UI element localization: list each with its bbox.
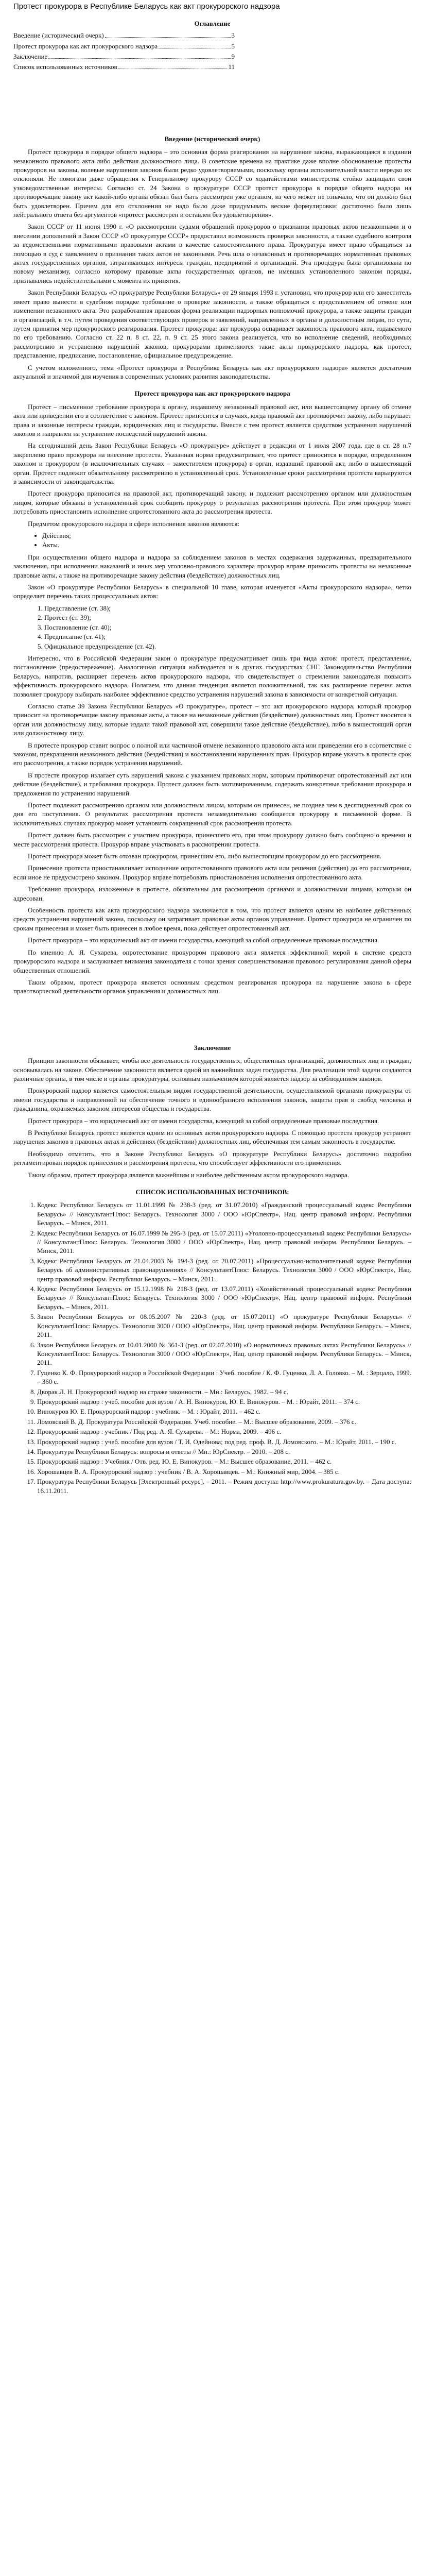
toc-item-label: Введение (исторический очерк) — [13, 31, 104, 40]
intro-section — [13, 147, 411, 381]
toc-item-label: Заключение — [13, 52, 48, 60]
reference-item: 6. Закон Республики Беларусь от 10.01.2000 № 361-З (ред. от 02.07.2010) «О нормативных правовых актах Республики Беларусь» // КонсультантПлюс: Беларусь. Технология 3000 / ООО «ЮрСпектр», Нац. центр правовой информ. Республики Беларусь. – Минск, 2011. — [37, 1341, 411, 1367]
bullet-item: • Действия; — [42, 531, 411, 540]
references-heading: СПИСОК ИСПОЛЬЗОВАННЫХ ИСТОЧНИКОВ: — [135, 1188, 289, 1196]
body-paragraph: Предметом прокурорского надзора в сфере исполнения законов являются: — [28, 519, 240, 528]
body-paragraph: Принесение протеста приостанавливает исполнение опротестованного правового акта или решения (действия) до его рассмотрения, если иное не предусмотрено законом. Прокурор вправе потребовать приостановления исполнения опротестованного акта. — [13, 864, 411, 881]
body-paragraph: Интересно, что в Российской Федерации закон о прокуратуре предусматривает лишь три вида актов: протест, представление, постановление (предостережение). Аналогичная ситуация наблюдается и в других государствах СНГ. Законодательство Республики Беларусь, напротив, расширяет перечень актов прокурорского надзора, что свидетельствует о стремлении законодателя повысить эффективность прокурорского надзора. Полагаем, что данная тенденция является положительной, так как расширение перечня актов позволяет прокурору выбирать наиболее эффективное средство устранения нарушений закона в зависимости от конкретной ситуации. — [13, 654, 411, 698]
conclusion-section — [13, 1056, 411, 1179]
toc-item[interactable] — [13, 62, 235, 71]
reference-item: 16. Хорошавцев В. А. Прокурорский надзор : учебник / В. А. Хорошавцев. – М.: Книжный мир, 2004. – 385 с. — [37, 1467, 411, 1476]
reference-item: 11. Ломовский В. Д. Прокуратура Российской Федерации. Учеб. пособие. – М.: Высшее образование, 2009. – 376 с. — [37, 1417, 411, 1426]
acts-list-item: 5. Официальное предупреждение (ст. 42). — [44, 642, 411, 651]
acts-list-item: 1. Представление (ст. 38); — [44, 604, 411, 613]
body-paragraph: Протест прокурора – это юридический акт от имени государства, влекущий за собой определенные правовые последствия. — [28, 936, 379, 944]
conclusion-heading: Заключение — [194, 1043, 231, 1052]
acts-list-item: 2. Протест (ст. 39); — [44, 613, 411, 622]
conclusion-paragraph: Таким образом, протест прокурора является важнейшим и наиболее действенным актом прокурорского надзора. — [28, 1171, 350, 1179]
acts-list — [13, 604, 411, 651]
reference-item: 14. Прокуратура Республики Беларусь: вопросы и ответы // Мн.: ЮрСпектр. – 2010. – 208 с. — [37, 1447, 411, 1456]
page-break-gap — [13, 999, 411, 1035]
body-paragraph: Протест прокурора может быть отозван прокурором, принесшим его, либо вышестоящим прокурором до его рассмотрения. — [28, 852, 381, 860]
intro-paragraph: Протест прокурора в порядке общего надзора – это основная форма реагирования на нарушение закона, выражающаяся в издании незаконного правового акта либо действия должностного лица. В советские времена на практике даже вполне обоснованные протесты прокуроров на законы, волевые нарушения законов были редко удовлетворяемыми, поскольку органы исполнительной власти нередко их отклоняли. Не помогали даже обращения к Генеральному прокурору СССР со ходатайствами министерства стойко защищали свои узковедомственные интересы. Согласно ст. 24 Закона о прокуратуре СССР протест прокурора в порядке общего надзора на противоречащие закону акт какой-либо органа обязан был быть рассмотрен уже органом, из чего может не означало, что он должно был быть удовлетворен. Причем для его отклонения не надо было даже придумывать веские формулировки: достаточно было лишь нейтрального ответа без аргументов «протест рассмотрен и оставлен без удовлетворения». — [13, 148, 411, 219]
reference-item: 9. Прокурорский надзор : учеб. пособие для вузов / А. Н. Винокуров, Ю. Е. Винокуров. – М. : Юрайт, 2011. – 374 с. — [37, 1397, 411, 1406]
toc-item-label: Список использованных источников — [13, 63, 117, 71]
toc-leader-dots — [105, 37, 231, 38]
toc-item[interactable] — [13, 31, 235, 40]
reference-item: 5. Закон Республики Беларусь от 08.05.2007 № 220-З (ред. от 15.07.2011) «О прокуратуре Республики Беларусь» // КонсультантПлюс: Беларусь. Технология 3000 / ООО «ЮрСпектр», Нац. центр правовой информ. Республики Беларусь. – Минск, 2011. — [37, 1312, 411, 1339]
bullet-list — [13, 531, 411, 550]
references-list — [13, 1200, 411, 1495]
conclusion-paragraph: Протест прокурора – это юридический акт от имени государства, влекущий за собой определенные правовые последствия. — [28, 1116, 379, 1125]
toc-item-label: Протест прокурора как акт прокурорского надзора — [13, 42, 158, 50]
conclusion-paragraph: Необходимо отметить, что в Законе Республики Беларусь «О прокуратуре Республики Беларусь» достаточно подробно регламентирован порядок принесения и рассмотрения протеста, что способствует эффективности его применения. — [13, 1149, 411, 1167]
reference-item: 2. Кодекс Республики Беларусь от 16.07.1999 № 295-З (ред. от 15.07.2011) «Уголовно-процессуальный кодекс Республики Беларусь» // КонсультантПлюс: Беларусь. Технология 3000 / ООО «ЮрСпектр», Нац. центр правовой информ. Республики Беларусь. – Минск, 2011. — [37, 1229, 411, 1256]
toc-item-page: 3 — [231, 31, 235, 40]
conclusion-paragraph: Принцип законности обязывает, чтобы все деятельность государственных, общественных организаций, должностных лиц и граждан, основывалась на законе. Обеспечение законности является одной из важнейших задач государства. Для реализации этой задачи создаются различные органы, в том числе и органы прокуратуры, основным назначением которой является надзор за соблюдением законов. — [13, 1057, 411, 1082]
toc-leader-dots — [48, 58, 230, 59]
body-paragraph: Особенность протеста как акта прокурорского надзора заключается в том, что протест является одним из наиболее действенных средств устранения нарушений закона, поскольку он затрагивает правовые акты органов управления. Протест прокурора не ограничен по срокам принесения и может быть принесен в любое время, пока действует опротестованный акт. — [13, 906, 411, 932]
reference-item: 17. Прокуратура Республики Беларусь [Электронный ресурс]. – 2011. – Режим доступа: http://www.prokuratura.gov.by. – Дата доступа: 16.11.2011. — [37, 1477, 411, 1495]
body-paragraph: В протесте прокурор ставит вопрос о полной или частичной отмене незаконного правового акта или приведении его в соответствие с законом, прекращении незаконного действия (бездействия) и восстановлении нарушенных прав. Прокурор вправе указать в протесте срок его рассмотрения, а также порядок устранения нарушений. — [13, 741, 411, 767]
table-of-contents — [13, 31, 235, 72]
reference-item: 12. Прокурорский надзор : учебник / Под ред. А. Я. Сухарева. – М.: Норма, 2009. – 496 с. — [37, 1427, 411, 1436]
reference-item: 10. Винокуров Ю. Е. Прокурорский надзор : учебник. – М. : Юрайт, 2011. – 462 с. — [37, 1407, 411, 1416]
toc-item-page: 5 — [231, 42, 235, 50]
body-paragraph: Закон «О прокуратуре Республики Беларусь» в специальной 10 главе, которая именуется «Акты прокурорского надзора», четко определяет перечень таких процессуальных актов: — [13, 583, 411, 600]
reference-item: 3. Кодекс Республики Беларусь от 21.04.2003 № 194-З (ред. от 20.07.2011) «Процессуально-исполнительный кодекс Республики Беларусь об административных правонарушениях» // КонсультантПлюс: Беларусь. Технология 3000 / ООО «ЮрСпектр», Нац. центр правовой информ. Республики Беларусь. – Минск, 2011. — [37, 1257, 411, 1283]
body-paragraph: Протест – письменное требование прокурора к органу, издавшему незаконный правовой акт, или вышестоящему органу об отмене акта или приведении его в соответствие с законом. Протест приносится в случаях, когда правовой акт противоречит закону, либо нарушает права и законные интересы граждан, юридических лиц и государства. Вместе с тем протест является средством устранения нарушений законов и направлен на устранение последствий нарушений закона. — [13, 402, 411, 437]
conclusion-paragraph: Прокурорский надзор является самостоятельным видом государственной деятельности, осуществляемой органами прокуратуры от имени государства и направленной на обеспечение точного и единообразного исполнения законов, защиты прав и свобод человека и гражданина, охраняемых законом интересов общества и государства. — [13, 1087, 411, 1113]
intro-paragraph: Закон Республики Беларусь «О прокуратуре Республики Беларусь» от 29 января 1993 г. установил, что прокурор или его заместитель имеет право вынести в судебном порядке требование о проверке законности, а также обращаться с представлением об отмене или изменении незаконного акта. Это разработанная правовая форма реализации надзорных полномочий прокурора, а также защиты граждан и организаций, в т.ч. путем проведения соответствующих проверок и заявлений, направленных в органы и должностным лицам, по сути, путем принятия мер прокурорского реагирования. Протест прокурора: акт прокурора оспаривает законность правового акта, издаваемого по его требованию. Согласно ст. 22 п. 8 ст. 22, п. 9 ст. 25 этого закона реализуется, что во исполнение сведений, необходимых рассмотрению и устранению нарушений законов, прокурорами применяются такие акты прокурорского надзора, как протест, представление, предписание, постановление, официальное предупреждение. — [13, 289, 411, 360]
body-paragraph: При осуществлении общего надзора и надзора за соблюдением законов в местах содержания задержанных, предварительного заключения, при исполнении наказаний и иных мер уголовно-правового характера прокурор вправе приносить протесты на незаконные правовые акты, а также на противоречащие закону действия (бездействие) должностных лиц. — [13, 553, 411, 579]
toc-item[interactable] — [13, 52, 235, 61]
toc-heading: Оглавление — [194, 19, 231, 27]
intro-paragraph: С учетом изложенного, тема «Протест прокурора в Республике Беларусь как акт прокурорского надзора» является достаточно актуальной и значимой для изучения в современных условиях развития законодательства. — [13, 363, 411, 380]
body-paragraph: Протест должен быть рассмотрен с участием прокурора, принесшего его, при этом прокурору должно быть сообщено о времени и месте рассмотрения протеста. Прокурор вправе участвовать в рассмотрении протеста. — [13, 831, 411, 848]
page-break-gap — [13, 81, 411, 126]
conclusion-paragraph: В Республике Беларусь протест является одним из основных актов прокурорского надзора. С помощью протеста прокурор устраняет нарушения законов в правовых актах и действиях (бездействии) должностных лиц, обеспечивая тем самым законность в государстве. — [13, 1128, 411, 1146]
body-paragraph: Протест подлежит рассмотрению органом или должностным лицом, которым он принесен, не позднее чем в десятидневный срок со дня его поступления. О результатах рассмотрения протеста незамедлительно сообщается прокурору в письменной форме. В исключительных случаях прокурор может установить сокращенный срок рассмотрения протеста. — [13, 801, 411, 827]
body-paragraph: На сегодняшний день Закон Республики Беларусь «О прокуратуре» действует в редакции от 1 июля 2007 года, где в ст. 28 п.7 закреплено право прокурора на внесение протеста. Указанная норма предусматривает, что протест приносится в порядке, определенном законом и прокурором (в исключительных случаях – заместителем прокурора) в орган, издавший правовой акт, либо в вышестоящий орган. Протест подлежит обязательному рассмотрению в установленный срок. Установленные сроки рассмотрения протеста варьируются в зависимости от законодательства. — [13, 442, 411, 485]
bullet-item: • Акты. — [42, 540, 411, 549]
acts-list-item: 3. Постановление (ст. 40); — [44, 623, 411, 632]
body-paragraph: По мнению А. Я. Сухарева, опротестование прокурором правового акта является эффективной мерой в системе средств прокурорского надзора и заслуживает внимания законодателя с точки зрения совершенствования правового регулирования данной сферы общественных отношений. — [13, 948, 411, 974]
reference-item: 15. Прокурорский надзор : Учебник / Отв. ред. Ю. Е. Винокуров. – М.: Высшее образование, 2011. – 462 с. — [37, 1457, 411, 1466]
toc-item-page: 11 — [228, 63, 235, 71]
document-title: Протест прокурора в Республике Беларусь как акт прокурорского надзора — [13, 2, 280, 11]
intro-paragraph: Закон СССР от 11 июня 1990 г. «О рассмотрении судами обращений прокуроров о признании правовых актов незаконными и о внесении дополнений в Закон СССР «О прокуратуре СССР» предоставил возможность проверки законности, а также судебного контроля за ведомственными нормативными правовыми актами в качестве самостоятельного права. Прокуратура имеет право обращаться за помощью в суд с заявлением о признании таких актов не законными. Речь шла о незаконных и противоречащих нормативных правовых актах государственных органов, затрагивающих интересы граждан, предприятий и организаций. Эта процедура была организована по новому механизму, согласно которому правовые акты государственных органов, не имевших установленного законом порядка, признавались недействительными с момента их принятия. — [13, 223, 411, 284]
main-section — [13, 402, 411, 996]
reference-item: 4. Кодекс Республики Беларусь от 15.12.1998 № 218-З (ред. от 13.07.2011) «Хозяйственный процессуальный кодекс Республики Беларусь» // КонсультантПлюс: Беларусь. Технология 3000 / ООО «ЮрСпектр», Нац. центр правовой информ. Республики Беларусь. – Минск, 2011. — [37, 1284, 411, 1311]
body-paragraph: Требования прокурора, изложенные в протесте, обязательны для рассмотрения органами и должностными лицами, которым он адресован. — [13, 885, 411, 902]
reference-item: 1. Кодекс Республики Беларусь от 11.01.1999 № 238-З (ред. от 31.07.2010) «Гражданский процессуальный кодекс Республики Беларусь» // КонсультантПлюс: Беларусь. Технология 3000 / ООО «ЮрСпектр», Нац. центр правовой информ. Республики Беларусь. – Минск, 2011. — [37, 1200, 411, 1227]
reference-item: 7. Гуценко К. Ф. Прокурорский надзор в Российской Федерации : Учеб. пособие / К. Ф. Гуценко, Л. А. Головко. – М. : Зерцало, 1999. – 360 с. — [37, 1368, 411, 1386]
toc-item[interactable] — [13, 42, 235, 50]
reference-item: 13. Прокурорский надзор : учеб. пособие для вузов / Т. И. Одейнова; под ред. проф. В. Д. Ломовского. – М.: Юрайт, 2011. – 190 с. — [37, 1437, 411, 1446]
intro-heading: Введение (исторический очерк) — [164, 134, 260, 143]
body-paragraph: В протесте прокурор излагает суть нарушений закона с указанием правовых норм, которым противоречат опротестованный акт или действие (бездействие), и требования прокурора. Протест должен быть мотивированным, содержать конкретные требования прокурора и предложения по устранению нарушений. — [13, 771, 411, 797]
toc-item-page: 9 — [231, 52, 235, 60]
acts-list-item: 4. Предписание (ст. 41); — [44, 632, 411, 641]
body-paragraph: Протест прокурора приносится на правовой акт, противоречащий закону, и подлежит рассмотрению органом или должностным лицом, которые обязаны в установленный срок сообщить прокурору о результатах рассмотрения протеста. При этом прокурор может потребовать приостановить исполнение опротестованного акта до рассмотрения протеста. — [13, 489, 411, 516]
body-paragraph: Согласно статье 39 Закона Республики Беларусь «О прокуратуре», протест – это акт прокурорского надзора, который прокурор приносит на противоречащие закону правовые акты, а также на незаконные действия (бездействие) должностных лиц. Протест вносится в орган или должностному лицу, которые издали такой правовой акт, совершили такое действие (бездействие), либо в вышестоящий орган или должностному лицу. — [13, 702, 411, 737]
main-heading: Протест прокурора как акт прокурорского надзора — [134, 389, 290, 398]
body-paragraph: Таким образом, протест прокурора является основным средством реагирования прокурора на нарушение закона в сфере правотворческой деятельности органов управления и должностных лиц. — [13, 978, 411, 995]
reference-item: 8. Дворак Л. Н. Прокурорский надзор на страже законности. – Мн.: Беларусь, 1982. – 94 с. — [37, 1387, 411, 1396]
